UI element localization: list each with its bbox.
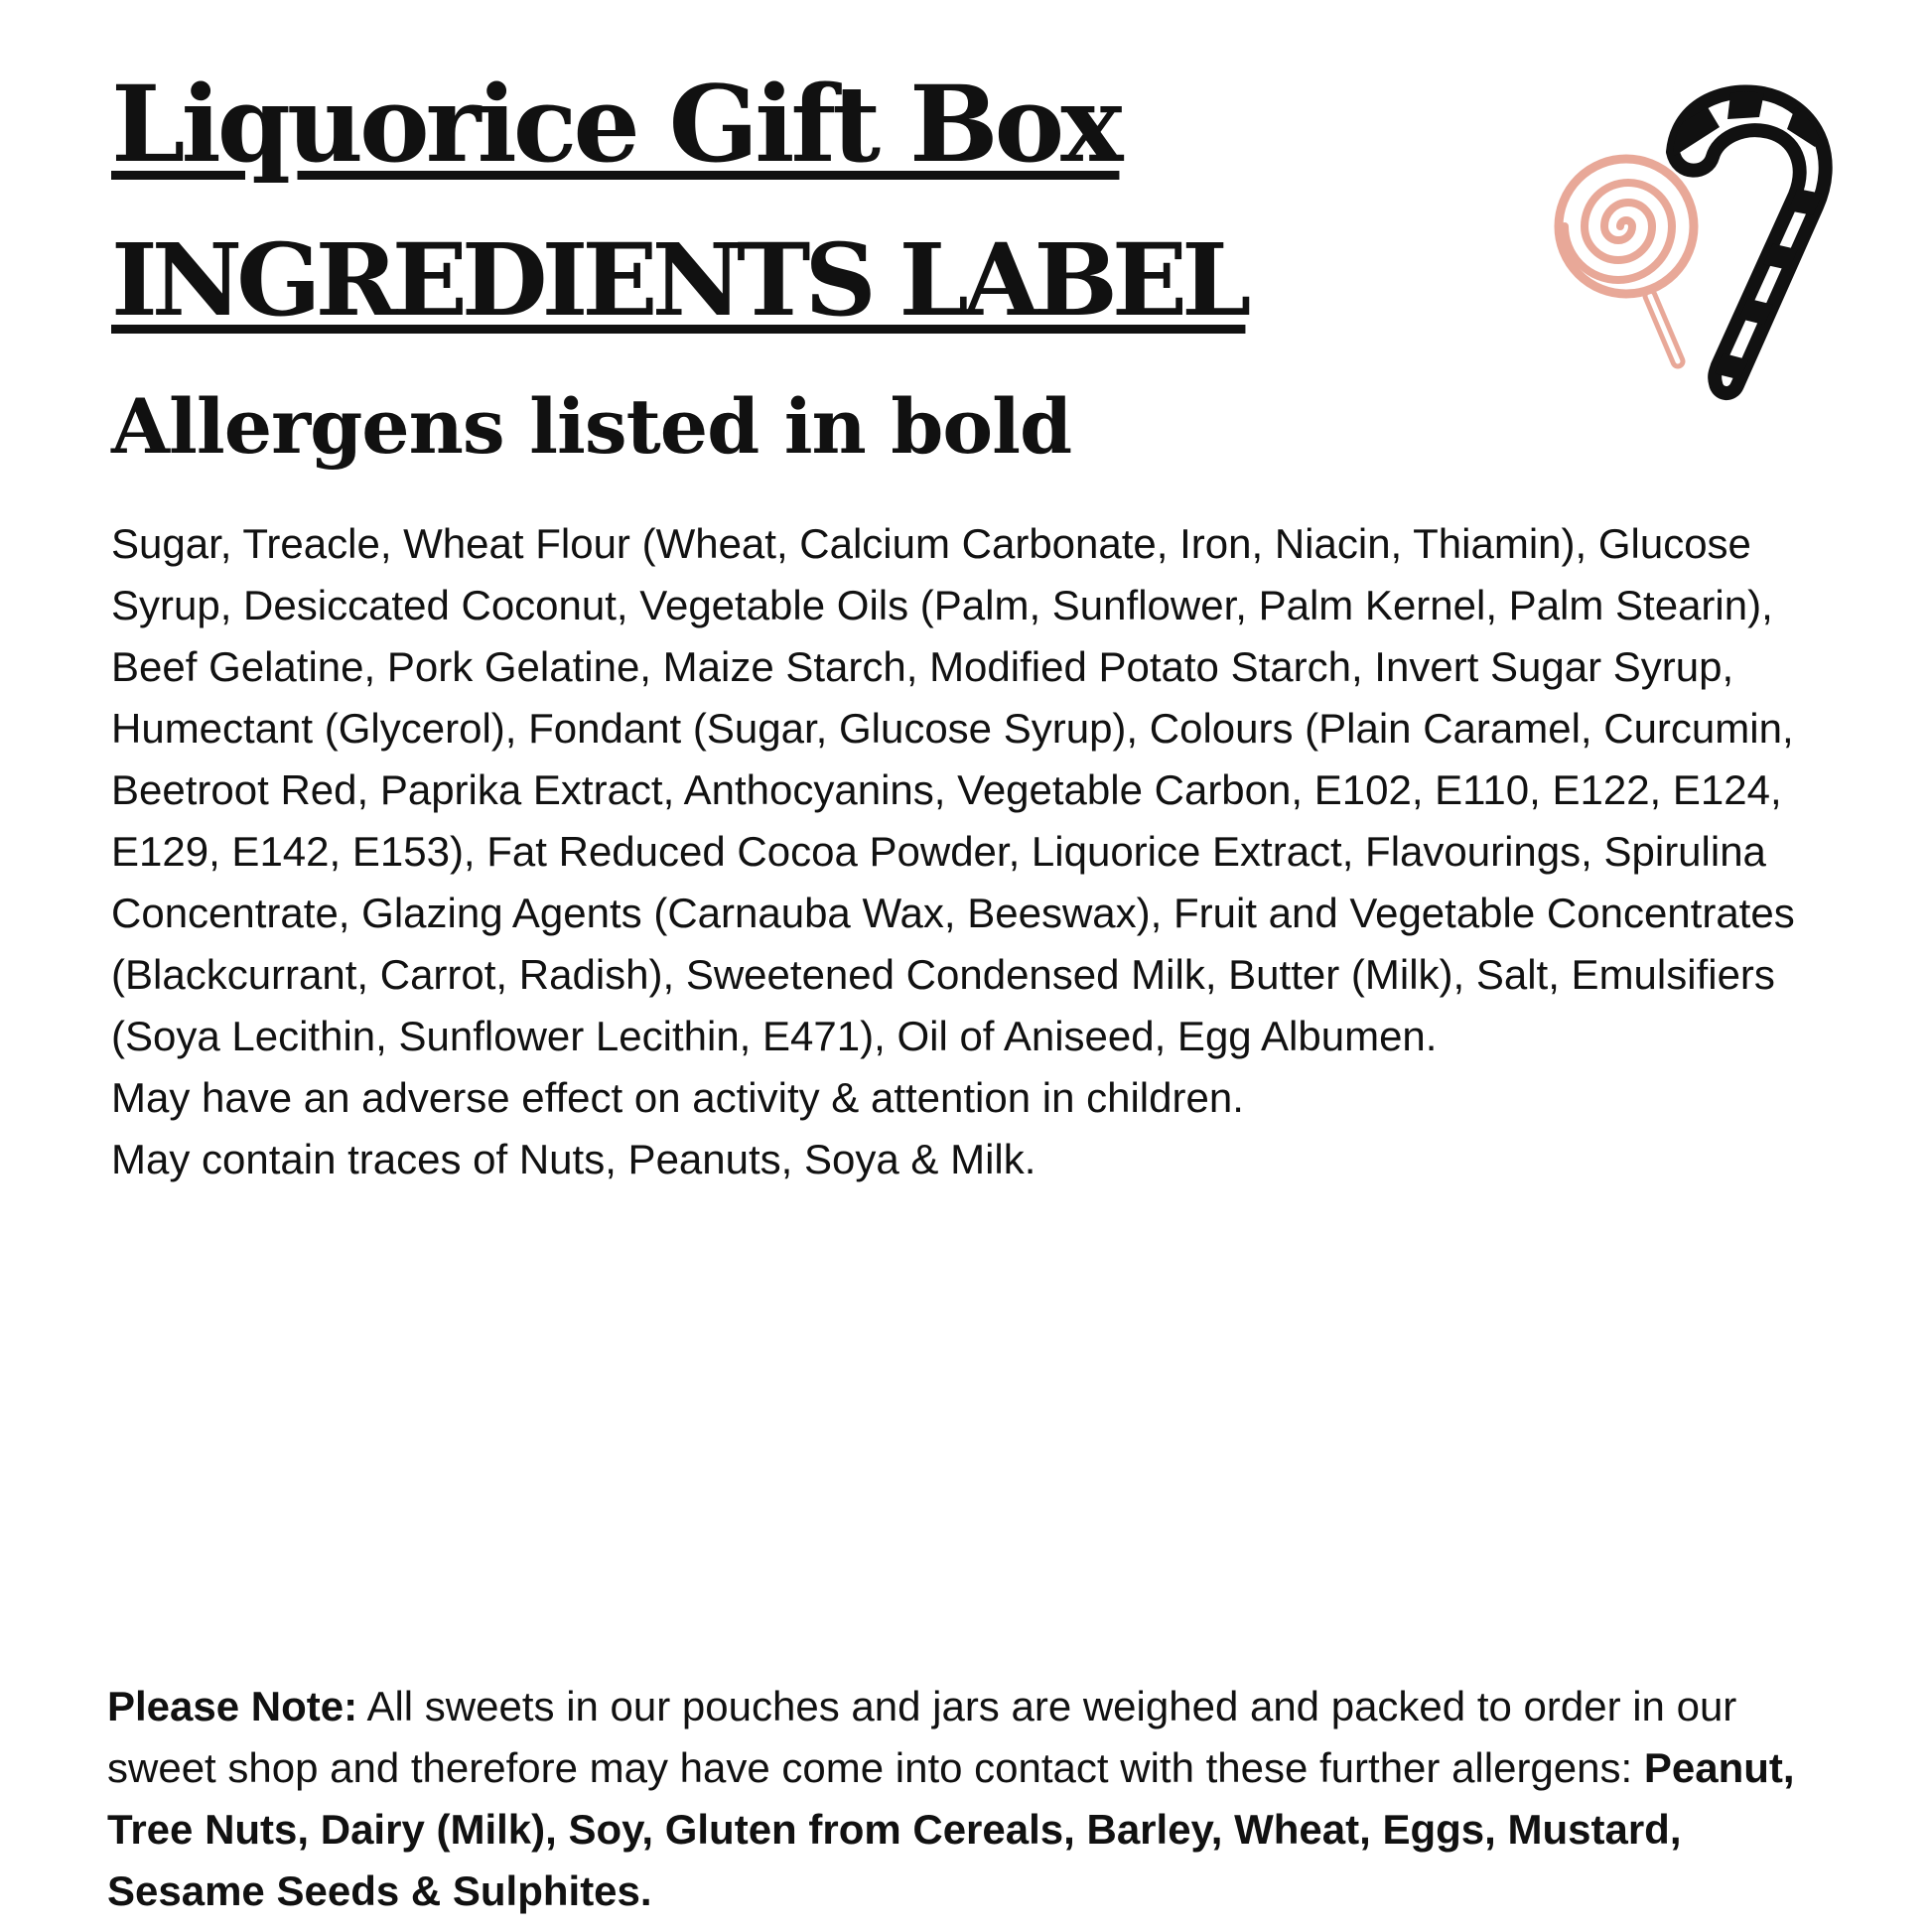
children-warning: May have an adverse effect on activity & attention in children. [111,1074,1244,1121]
candy-cane-icon [1539,77,1866,405]
please-note [107,1676,1835,1922]
title-line-1: Liquorice Gift Box [111,62,1120,186]
subtitle: Allergens listed in bold [111,382,1072,471]
sweets-illustration [1539,77,1866,405]
note-label: Please Note: [107,1683,358,1729]
ingredients-list: Sugar, Treacle, Wheat Flour (Wheat, Calcium Carbonate, Iron, Niacin, Thiamin), Glucose Syrup, Desiccated Coconut, Vegetable Oils (Palm, Sunflower, Palm Kernel, Palm Stearin), Beef Gelatine, Pork Gelatine, Maize Starch, Modified Potato Starch, Invert Sugar Syrup, Humectant (Glycerol), Fondant (Sugar, Glucose Syrup), Colours (Plain Caramel, Curcumin, Beetroot Red, Paprika Extract, Anthocyanins, Vegetable Carbon, E102, E110, E122, E124, E129, E142, E153), Fat Reduced Cocoa Powder, Liquorice Extract, Flavourings, Spirulina Concentrate, Glazing Agents (Carnauba Wax, Beeswax), Fruit and Vegetable Concentrates (Blackcurrant, Carrot, Radish), Sweetened Condensed Milk, Butter (Milk), Salt, Emulsifiers (Soya Lecithin, Sunflower Lecithin, E471), Oil of Aniseed, Egg Albumen. [111,520,1795,1059]
note-allergens: Peanut, Tree Nuts, Dairy (Milk), Soy, Gluten from Cereals, Barley, Wheat, Eggs, Mustard, Sesame Seeds & Sulphites. [107,1744,1795,1914]
title-line-2: INGREDIENTS LABEL [111,221,1246,339]
traces-warning: May contain traces of Nuts, Peanuts, Soya & Milk. [111,1136,1036,1182]
ingredients-section [111,513,1859,1190]
note-text: All sweets in our pouches and jars are weighed and packed to order in our sweet shop and therefore may have come into contact with these further allergens: [107,1683,1737,1791]
